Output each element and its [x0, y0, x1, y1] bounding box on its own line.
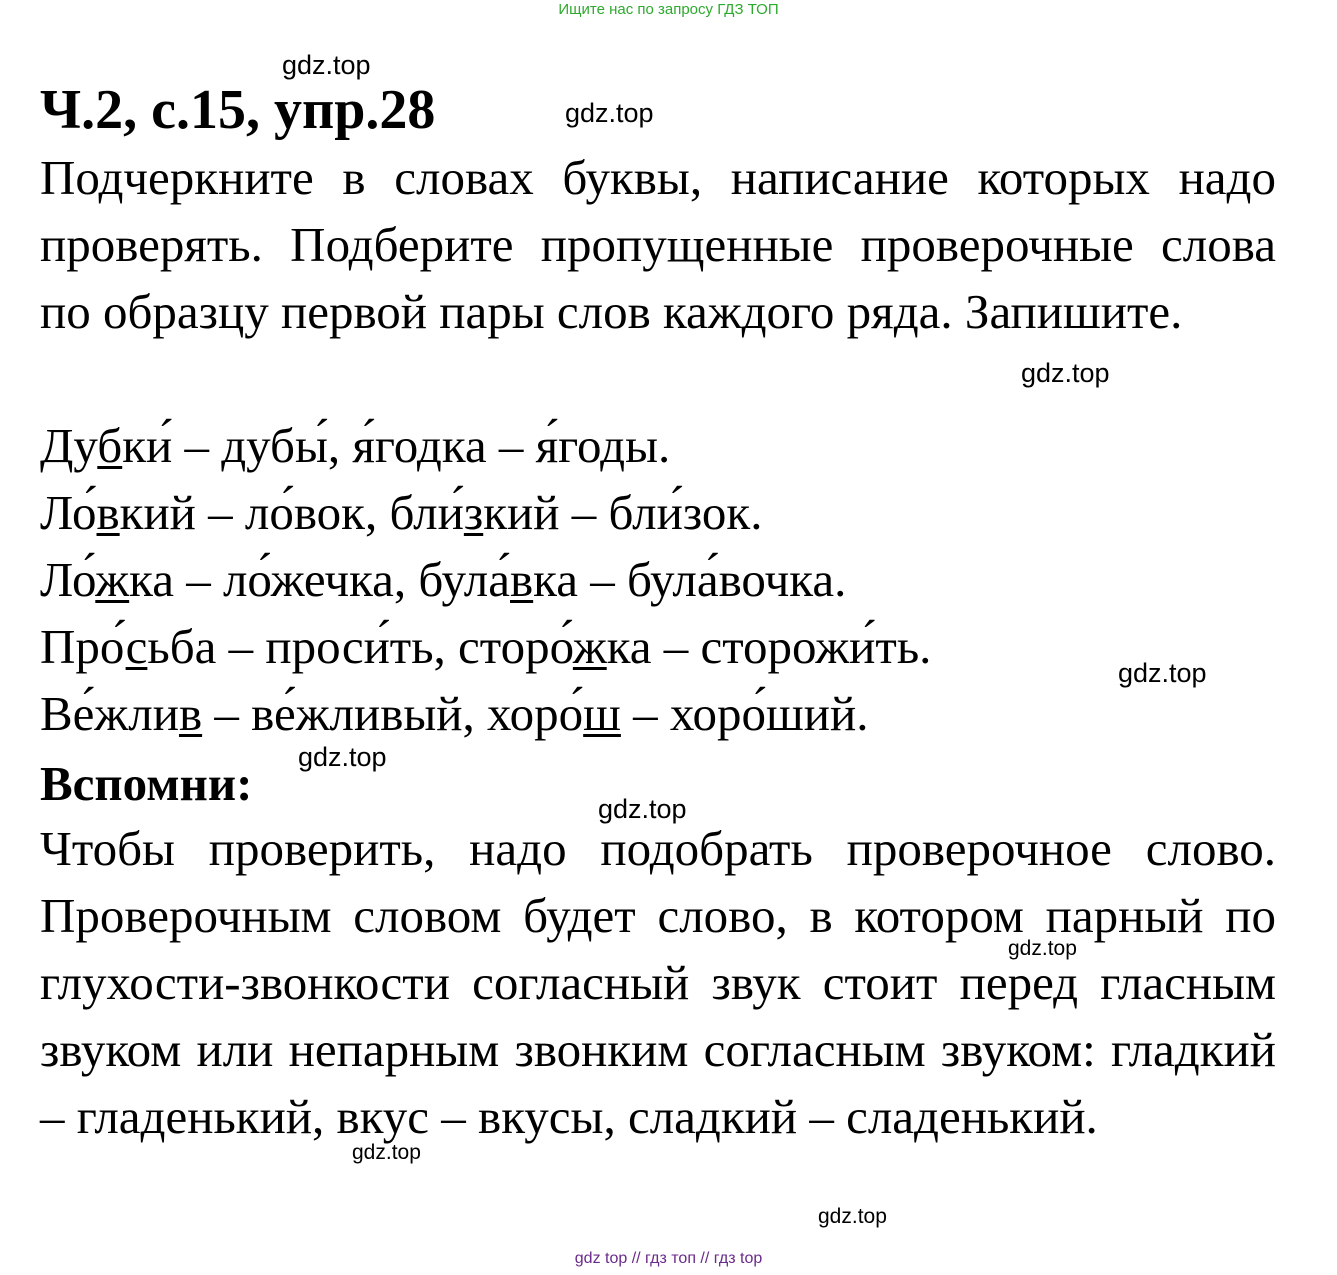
word-row: Ве́жлив – ве́жливый, хоро́ш – хоро́ший.	[40, 686, 869, 741]
watermark: gdz.top	[565, 98, 654, 128]
task-text: Подчеркните в словах буквы, написание которых надо проверять. Подберите пропущенные проверочные слова по образцу первой пары слов каждого ряда. Запишите.	[40, 150, 1276, 339]
page-title: Ч.2, с.15, упр.28	[40, 79, 436, 141]
watermark: gdz.top	[1021, 358, 1110, 388]
underlined-letter: ж	[95, 552, 130, 607]
underlined-letter: ш	[583, 686, 621, 741]
footer-text: gdz top // гдз топ // гдз top	[574, 1250, 763, 1267]
top-banner: Ищите нас по запросу ГДЗ ТОП	[558, 1, 779, 18]
word-row: Про́сьба – проси́ть, сторо́жка – сторожи́ть.	[40, 619, 932, 674]
remember-text: Чтобы проверить, надо подобрать проверочное слово. Проверочным словом будет слово, в котором парный по глухости-звонкости согласный звук стоит перед гласным звуком или непарным звонким согласным звуком: гладкий – гладенький, вкус – вкусы, сладкий – сладенький.	[40, 821, 1276, 1144]
underlined-letter: с	[125, 619, 148, 674]
watermark: gdz.top	[1008, 937, 1077, 960]
watermark: gdz.top	[352, 1141, 421, 1164]
underlined-letter: в	[178, 686, 203, 741]
remember-heading: Вспомни:	[40, 756, 253, 811]
underlined-letter: б	[97, 418, 123, 473]
underlined-letter: з	[463, 485, 484, 540]
watermark: gdz.top	[298, 742, 387, 772]
underlined-letter: в	[96, 485, 120, 540]
underlined-letter: в	[510, 552, 534, 607]
word-row: Ло́жка – ло́жечка, була́вка – була́вочка.	[40, 552, 847, 607]
word-row: Дубки́ – дубы́, я́годка – я́годы.	[40, 418, 671, 473]
watermark: gdz.top	[598, 794, 687, 824]
watermark: gdz.top	[1118, 658, 1207, 688]
watermark: gdz.top	[282, 50, 371, 80]
underlined-letter: д	[416, 418, 442, 473]
underlined-letter: ж	[572, 619, 607, 674]
watermark: gdz.top	[818, 1205, 887, 1228]
word-row: Ло́вкий – ло́вок, бли́зкий – бли́зок.	[40, 485, 763, 540]
